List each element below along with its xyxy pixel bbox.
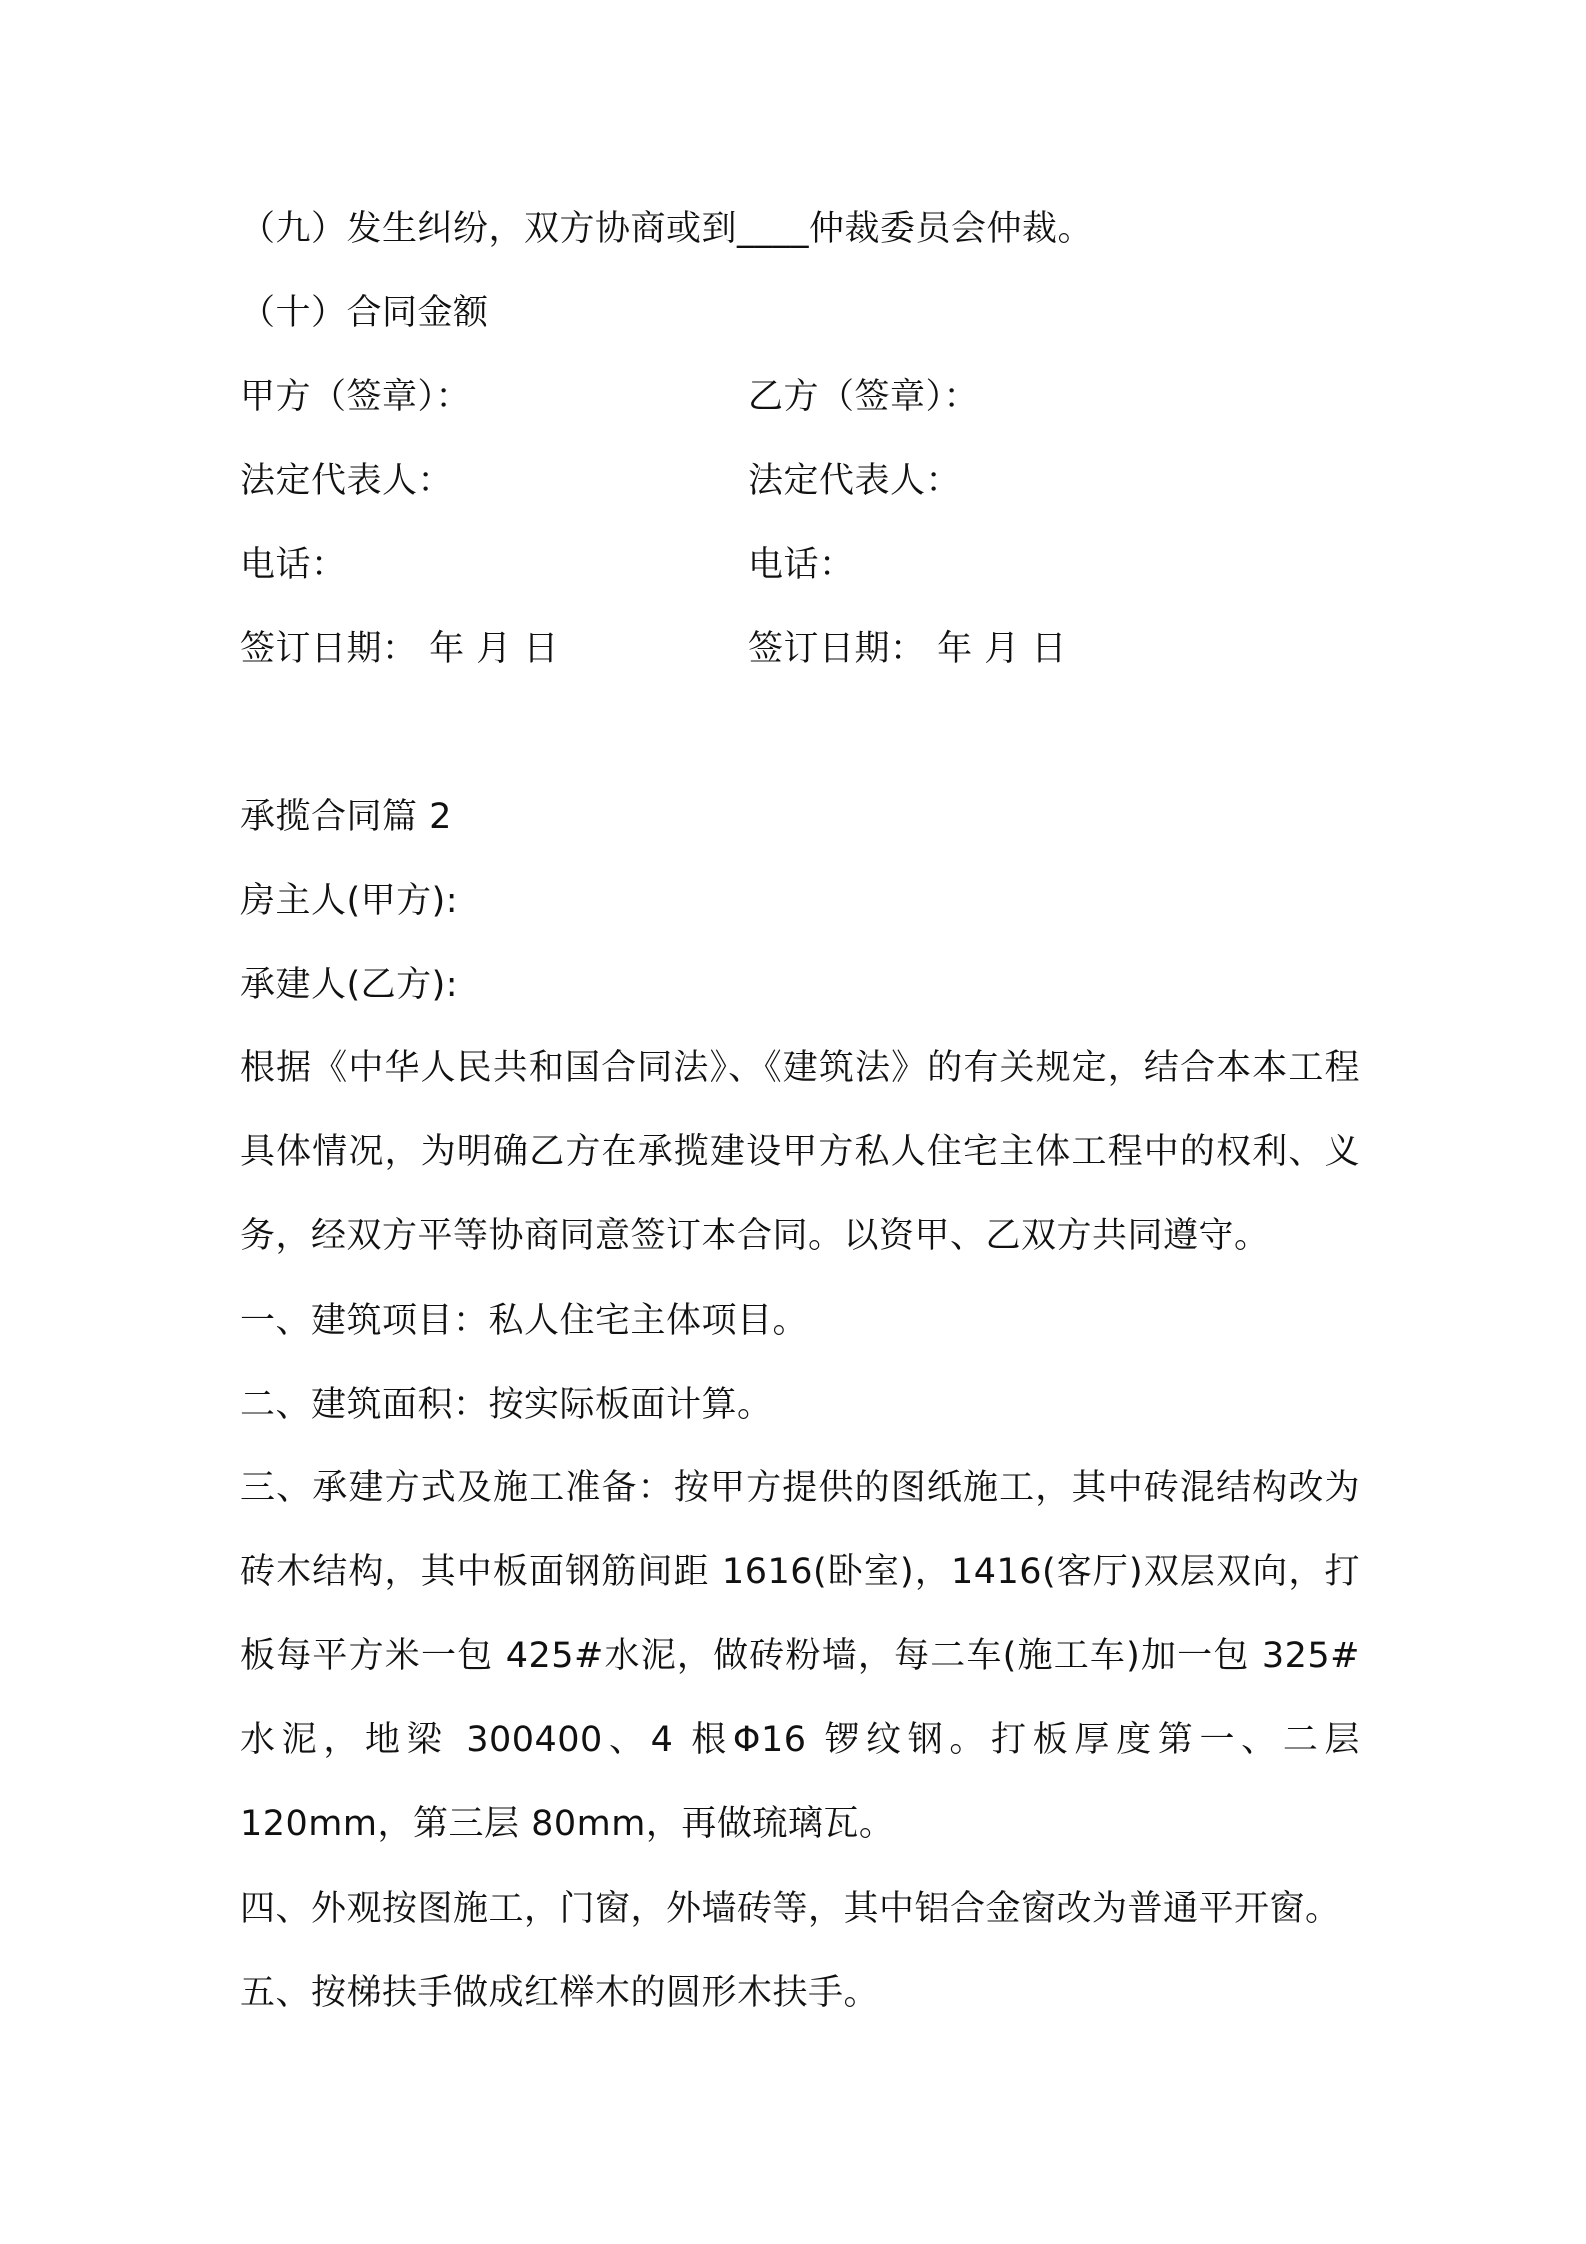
party-a-phone: 电话： [240, 545, 347, 585]
item-10-amount: （十）合同金额 [240, 293, 489, 333]
party-b-representative: 法定代表人： [748, 461, 962, 501]
item-9-dispute: （九）发生纠纷，双方协商或到____仲裁委员会仲裁。 [240, 209, 1094, 249]
party-b-sign-date: 签订日期： 年 月 日 [748, 629, 1067, 669]
builder-party-b: 承建人(乙方): [240, 965, 459, 1005]
clause-4-appearance: 四、外观按图施工，门窗，外墙砖等，其中铝合金窗改为普通平开窗。 [240, 1889, 1341, 1929]
preamble-paragraph: 根据《中华人民共和国合同法》、《建筑法》的有关规定，结合本本工程具体情况，为明确乙方在承揽建设甲方私人住宅主体工程中的权利、义务，经双方平等协商同意签订本合同。以资甲、乙双方共同遵守。 [240, 1048, 1360, 1256]
party-b-phone: 电话： [748, 545, 855, 585]
clause-1-project: 一、建筑项目：私人住宅主体项目。 [240, 1301, 809, 1341]
party-a-representative: 法定代表人： [240, 461, 454, 501]
party-b-seal: 乙方（签章）： [748, 377, 980, 417]
party-a-seal: 甲方（签章）： [240, 377, 472, 417]
clause-3-construction: 三、承建方式及施工准备：按甲方提供的图纸施工，其中砖混结构改为砖木结构，其中板面钢筋间距 1616(卧室)，1416(客厅)双层双向，打板每平方米一包 425#水泥，做砖粉墙，每二车(施工车)加一包 325#水泥，地梁 300400、4 根Φ16 锣纹钢。打板厚度第一、二层 120mm，第三层 80mm，再做琉璃瓦。 [240, 1468, 1360, 1844]
party-a-sign-date: 签订日期： 年 月 日 [240, 629, 559, 669]
clause-5-handrail: 五、按梯扶手做成红榉木的圆形木扶手。 [240, 1973, 880, 2013]
contract-2-title: 承揽合同篇 2 [240, 797, 452, 837]
owner-party-a: 房主人(甲方): [240, 881, 459, 921]
clause-2-area: 二、建筑面积：按实际板面计算。 [240, 1385, 773, 1425]
